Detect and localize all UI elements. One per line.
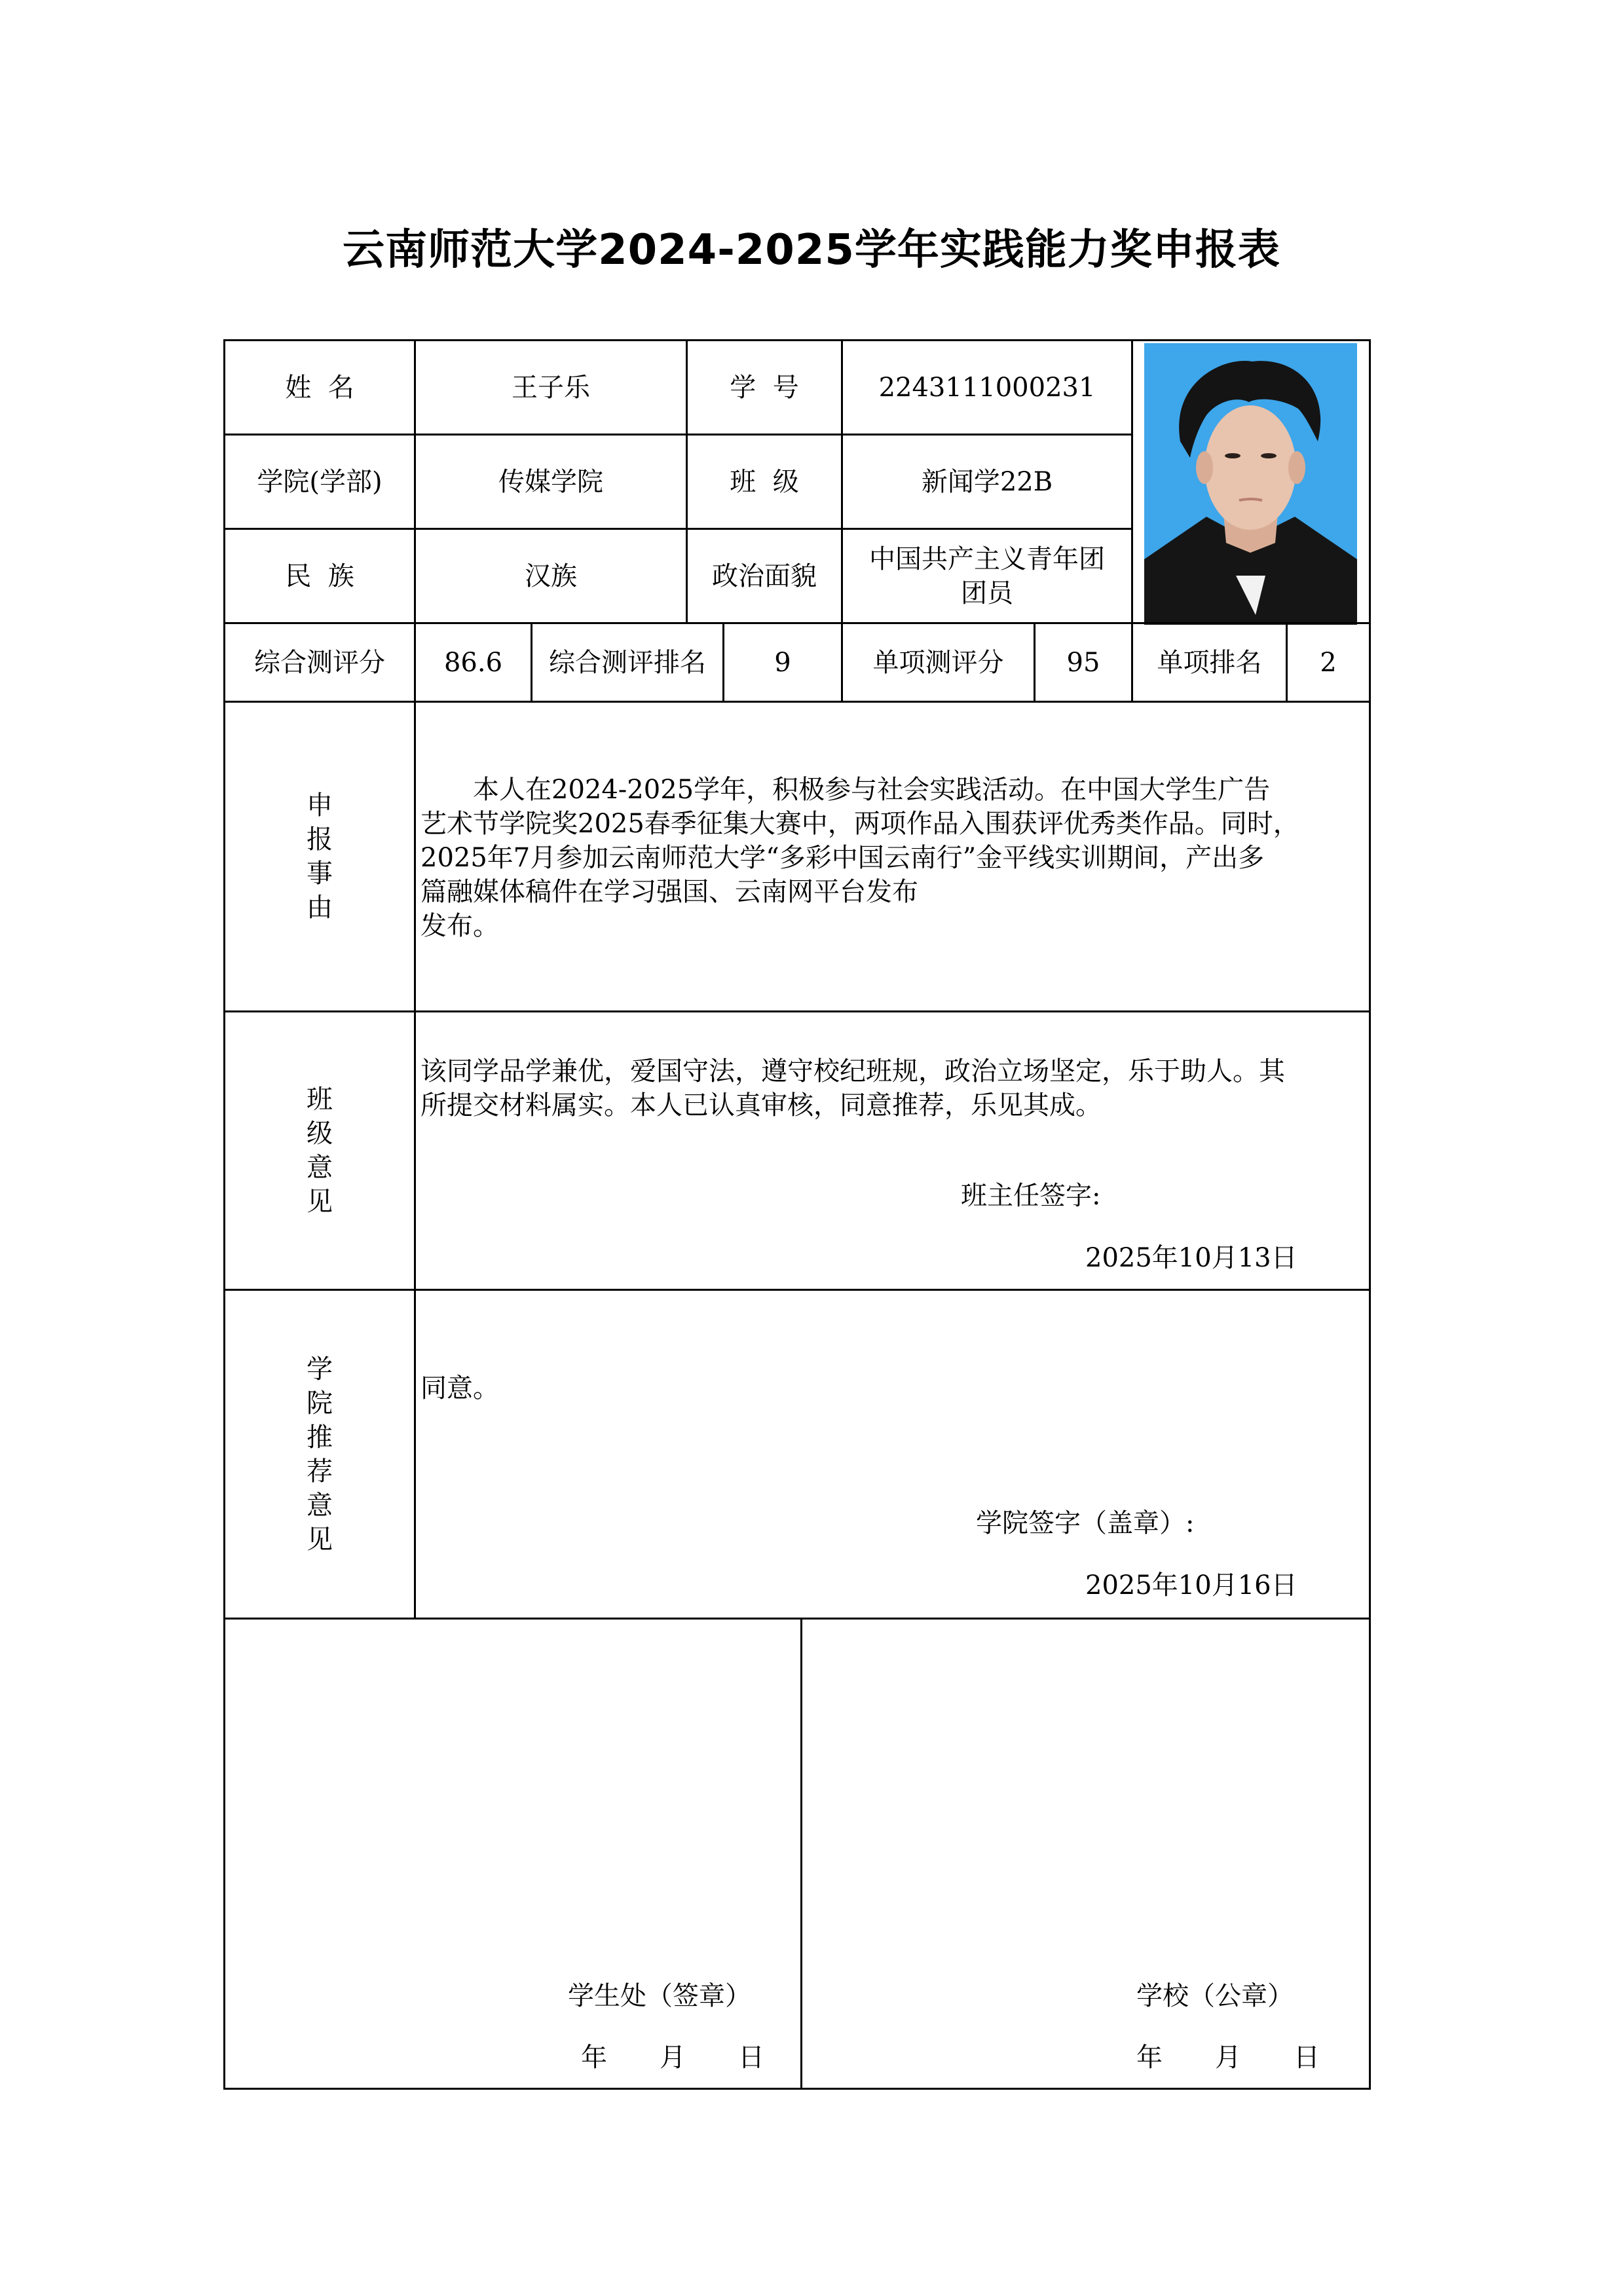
reason-line: 篇融媒体稿件在学习强国、云南网平台发布 <box>420 877 918 907</box>
college-signature-label: 学院签字（盖章）: <box>976 1508 1195 1538</box>
photo-face <box>1204 405 1296 530</box>
student-photo <box>1144 343 1357 625</box>
political-value <box>841 528 1133 624</box>
student-id-value <box>841 339 1133 435</box>
class-opinion-date: 2025年10月13日 <box>1085 1243 1297 1273</box>
photo-mouth <box>1239 499 1262 500</box>
ethnicity-value-text: 汉族 <box>525 561 577 591</box>
single-rank-label-text: 单项排名 <box>1157 647 1262 678</box>
form-title: 云南师范大学2024-2025学年实践能力奖申报表 <box>343 226 1280 274</box>
single-score-label <box>841 622 1035 703</box>
photo-ear-right <box>1288 451 1305 484</box>
student-affairs-box <box>223 1618 802 2090</box>
college-opinion-label-char: 荐 <box>307 1456 333 1487</box>
class-opinion-label-char: 见 <box>307 1187 333 1217</box>
student-id-label-text: 学 号 <box>730 372 799 403</box>
college-value <box>414 434 688 530</box>
overall-rank-label-text: 综合测评排名 <box>549 647 706 678</box>
portrait-image <box>1144 343 1357 625</box>
college-opinion-date: 2025年10月16日 <box>1085 1570 1297 1601</box>
class-opinion-text <box>420 1054 1367 1122</box>
single-rank-label <box>1131 622 1288 703</box>
political-value-line1: 中国共产主义青年团 <box>869 544 1105 574</box>
class-opinion-label <box>223 1010 416 1291</box>
photo-ear-left <box>1196 451 1213 484</box>
single-score-value-text: 95 <box>1066 647 1100 678</box>
class-teacher-signature-label: 班主任签字: <box>961 1181 1101 1211</box>
reason-label-char: 申 <box>307 790 333 821</box>
overall-score-label-text: 综合测评分 <box>254 647 385 678</box>
college-opinion-label-char: 意 <box>307 1490 333 1521</box>
college-opinion-label-char: 院 <box>307 1388 333 1418</box>
class-opinion-line: 所提交材料属实。本人已认真审核，同意推荐，乐见其成。 <box>420 1090 1102 1120</box>
ethnicity-value <box>414 528 688 624</box>
overall-score-value <box>414 622 532 703</box>
political-label-text: 政治面貌 <box>712 561 817 591</box>
class-opinion-line: 该同学品学兼优，爱国守法，遵守校纪班规，政治立场坚定，乐于助人。其 <box>420 1056 1285 1086</box>
class-label <box>686 434 843 530</box>
class-opinion-label-char: 级 <box>307 1119 333 1149</box>
political-label <box>686 528 843 624</box>
name-label <box>223 339 416 435</box>
photo-eye-right <box>1261 453 1277 458</box>
name-value <box>414 339 688 435</box>
name-value-text: 王子乐 <box>512 372 590 403</box>
reason-label-char: 报 <box>307 824 333 855</box>
reason-text <box>420 773 1367 943</box>
overall-rank-label <box>531 622 724 703</box>
college-label-text: 学院(学部) <box>257 466 382 497</box>
class-value-text: 新闻学22B <box>921 466 1053 497</box>
political-value-line2: 团员 <box>961 578 1013 608</box>
overall-rank-value-text: 9 <box>774 647 791 678</box>
student-affairs-seal-label: 学生处（签章） <box>568 1981 751 2011</box>
college-opinion-text: 同意。 <box>420 1373 499 1403</box>
college-opinion-label-char: 学 <box>307 1354 333 1384</box>
single-score-label-text: 单项测评分 <box>872 647 1004 678</box>
name-label-text: 姓 名 <box>285 372 354 403</box>
reason-line: 艺术节学院奖2025春季征集大赛中，两项作品入围获评优秀类作品。同时， <box>420 809 1299 839</box>
reason-line: 2025年7月参加云南师范大学“多彩中国云南行”金平线实训期间，产出多 <box>420 843 1265 873</box>
college-opinion-label <box>223 1289 416 1620</box>
single-score-value <box>1034 622 1133 703</box>
student-id-label <box>686 339 843 435</box>
reason-line: 发布。 <box>420 911 499 941</box>
school-date: 年 月 日 <box>1136 2043 1320 2073</box>
school-box <box>800 1618 1371 2090</box>
college-label <box>223 434 416 530</box>
overall-score-label <box>223 622 416 703</box>
student-id-value-text: 2243111000231 <box>878 372 1096 403</box>
reason-label-char: 由 <box>307 893 333 923</box>
reason-line: 本人在2024-2025学年，积极参与社会实践活动。在中国大学生广告 <box>420 775 1271 805</box>
overall-rank-value <box>722 622 843 703</box>
ethnicity-label <box>223 528 416 624</box>
class-label-text: 班 级 <box>730 466 799 497</box>
class-value <box>841 434 1133 530</box>
class-opinion-label-char: 班 <box>307 1084 333 1115</box>
single-rank-value-text: 2 <box>1320 647 1337 678</box>
single-rank-value <box>1286 622 1371 703</box>
class-opinion-label-char: 意 <box>307 1153 333 1183</box>
photo-eye-left <box>1225 453 1241 458</box>
college-opinion-label-char: 见 <box>307 1524 333 1555</box>
school-seal-label: 学校（公章） <box>1136 1981 1294 2011</box>
student-affairs-date: 年 月 日 <box>581 2043 764 2073</box>
college-value-text: 传媒学院 <box>498 466 603 497</box>
reason-label <box>223 701 416 1012</box>
college-opinion-label-char: 推 <box>307 1422 333 1453</box>
reason-label-char: 事 <box>307 859 333 889</box>
ethnicity-label-text: 民 族 <box>285 561 354 591</box>
overall-score-value-text: 86.6 <box>443 647 503 678</box>
